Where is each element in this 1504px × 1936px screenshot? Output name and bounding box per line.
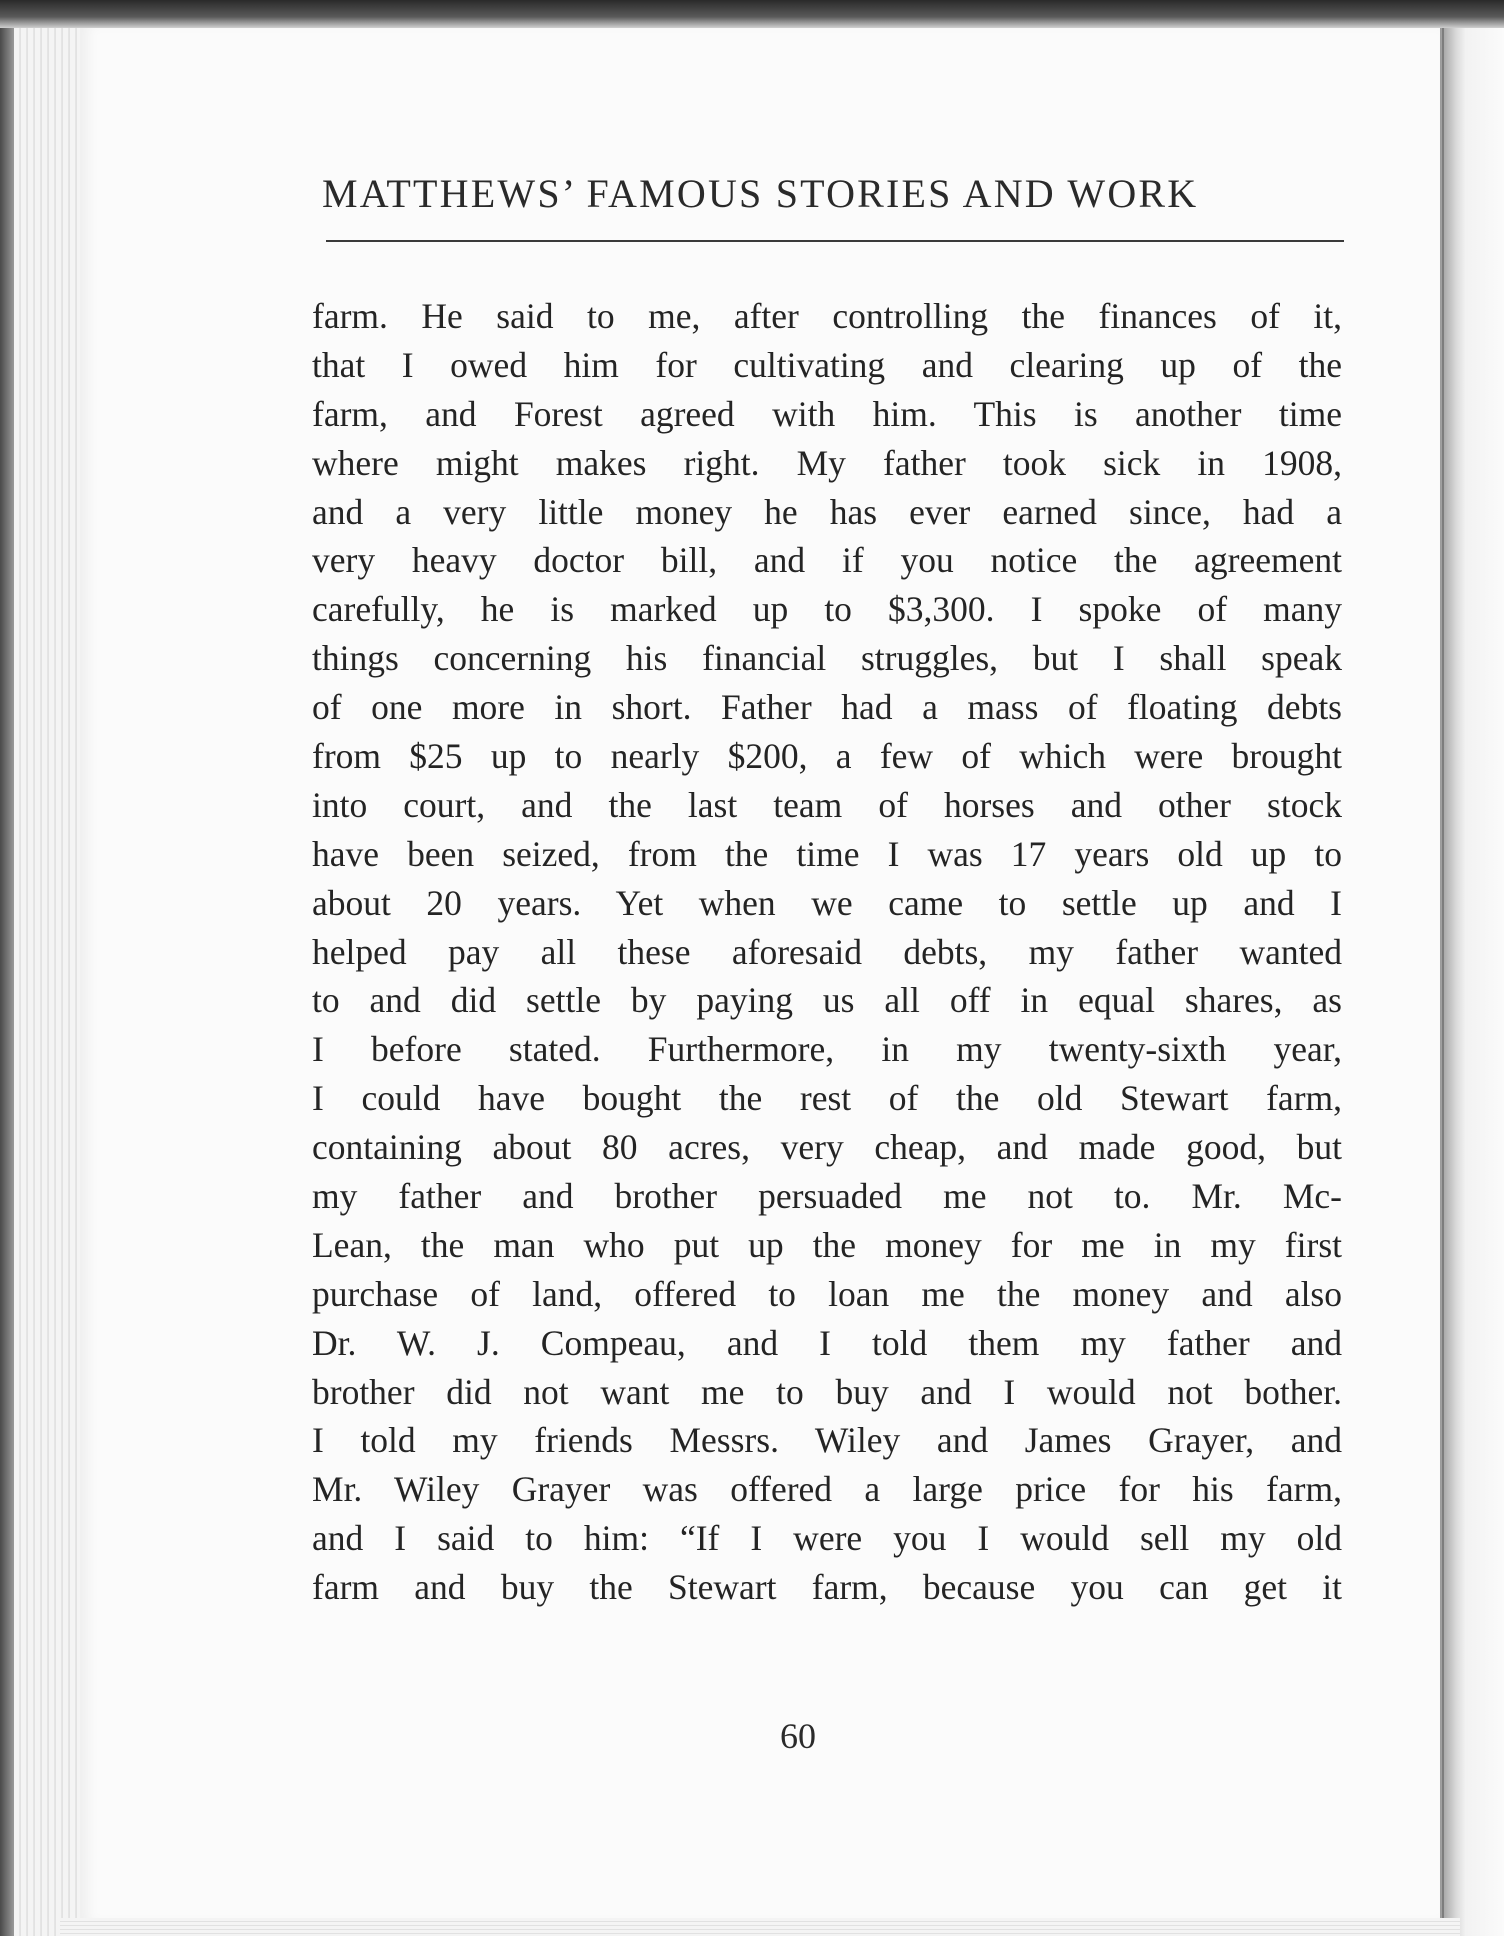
running-head: MATTHEWS’ FAMOUS STORIES AND WORK xyxy=(322,171,1199,216)
text-line: farm. He said to me, after controlling the finances of it, xyxy=(312,296,1342,336)
text-line: that I owed him for cultivating and clearing up of the xyxy=(312,344,1342,385)
page-number: 60 xyxy=(780,1716,816,1756)
text-line: brother did not want me to buy and I would not bother. xyxy=(312,1371,1342,1412)
text-line: and I said to him: “If I were you I would sell my old xyxy=(312,1518,1342,1559)
text-line: I before stated. Furthermore, in my twenty-sixth year, xyxy=(312,1029,1342,1070)
body-text xyxy=(312,292,1342,1612)
next-page-edge xyxy=(1440,0,1504,1936)
text-line: where might makes right. My father took sick in 1908, xyxy=(312,442,1342,483)
text-line: my father and brother persuaded me not to. Mr. Mc- xyxy=(312,1176,1342,1217)
text-line: farm and buy the Stewart farm, because you can get it xyxy=(312,1567,1342,1608)
text-line: have been seized, from the time I was 17 years old up to xyxy=(312,833,1342,874)
text-line: Dr. W. J. Compeau, and I told them my father and xyxy=(312,1322,1342,1363)
text-line: Mr. Wiley Grayer was offered a large price for his farm, xyxy=(312,1469,1342,1510)
text-line: containing about 80 acres, very cheap, and made good, but xyxy=(312,1127,1342,1168)
book-cover-edge xyxy=(0,0,14,1936)
text-line: I told my friends Messrs. Wiley and James Grayer, and xyxy=(312,1420,1342,1461)
text-line: farm, and Forest agreed with him. This is another time xyxy=(312,393,1342,434)
text-line: things concerning his financial struggles, but I shall speak xyxy=(312,638,1342,679)
text-line: to and did settle by paying us all off in equal shares, as xyxy=(312,980,1342,1021)
text-line: from $25 up to nearly $200, a few of which were brought xyxy=(312,736,1342,777)
text-line: and a very little money he has ever earned since, had a xyxy=(312,491,1342,532)
text-line: I could have bought the rest of the old Stewart farm, xyxy=(312,1078,1342,1119)
text-line: very heavy doctor bill, and if you notice the agreement xyxy=(312,540,1342,581)
text-line: Lean, the man who put up the money for me in my first xyxy=(312,1224,1342,1265)
text-line: helped pay all these aforesaid debts, my father wanted xyxy=(312,931,1342,972)
text-line: about 20 years. Yet when we came to settle up and I xyxy=(312,882,1342,923)
stacked-page-edges-bottom xyxy=(60,1918,1460,1936)
text-line: of one more in short. Father had a mass of floating debts xyxy=(312,687,1342,728)
binding-gutter-line xyxy=(1442,20,1444,1920)
header-rule xyxy=(326,240,1344,242)
text-line: carefully, he is marked up to $3,300. I spoke of many xyxy=(312,589,1342,630)
text-line: into court, and the last team of horses and other stock xyxy=(312,784,1342,825)
scan-top-shadow xyxy=(0,0,1504,28)
text-line: purchase of land, offered to loan me the money and also xyxy=(312,1273,1342,1314)
